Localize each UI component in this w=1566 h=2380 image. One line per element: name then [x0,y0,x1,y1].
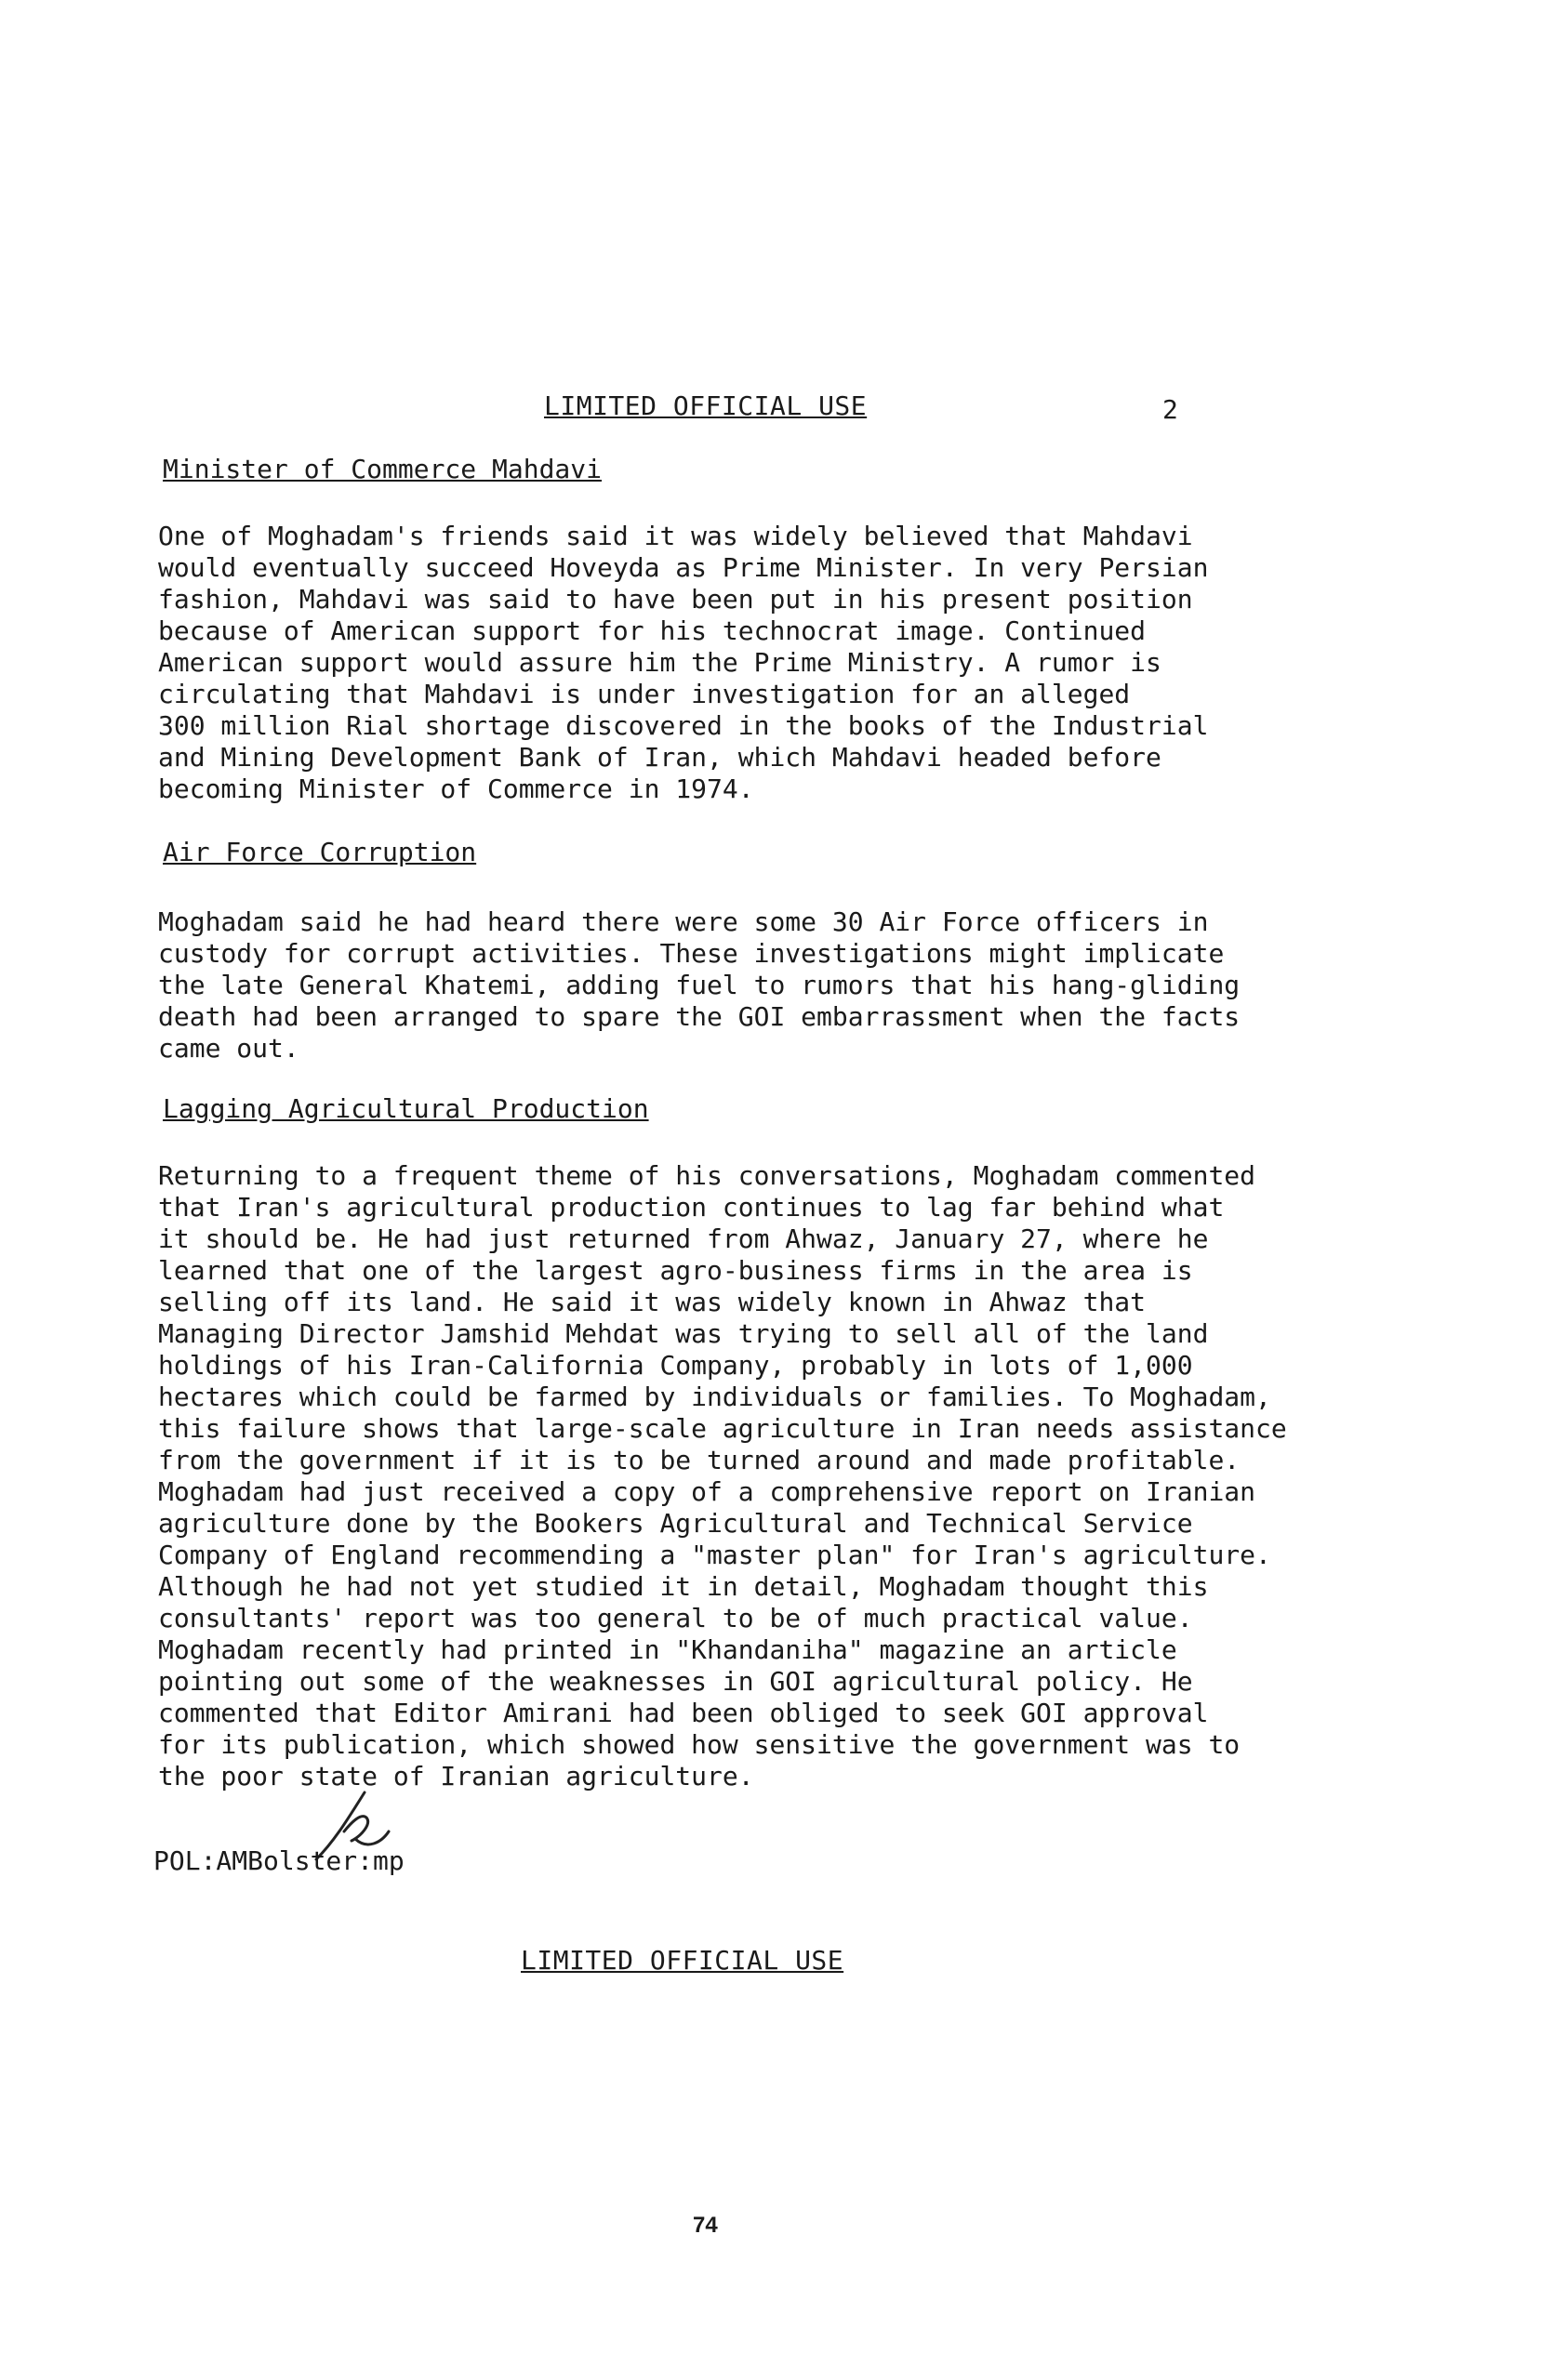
classification-footer: LIMITED OFFICIAL USE [521,1945,844,1976]
section-heading-agriculture: Lagging Agricultural Production [163,1093,649,1124]
paragraph-agriculture: Returning to a frequent theme of his conversations, Moghadam commented that Iran's agricultural production continues to lag far behind what it should be. He had just returned from Ahwaz, January 27, where he learned that one of the largest agro-business firms in the area is selling off its land. He said it was widely known in Ahwaz that Managing Director Jamshid Mehdat was trying to sell all of the land holdings of his Iran-California Company, probably in lots of 1,000 hectares which could be farmed by individuals or families. To Moghadam, this failure shows that large-scale agriculture in Iran needs assistance from the government if it is to be turned around and made profitable. Moghadam had just received a copy of a comprehensive report on Iranian agriculture done by the Bookers Agricultural and Technical Service Company of England recommending a "master plan" for Iran's agriculture. Although he had not yet studied it in detail, Moghadam thought this consultants' report was too general to be of much practical value. Moghadam recently had printed in "Khandaniha" magazine an article pointing out some of the weaknesses in GOI agricultural policy. He commented that Editor Amirani had been obliged to seek GOI approval for its publication, which showed how sensitive the government was to the poor state of Iranian agriculture. [158,1160,1287,1792]
section-heading-mahdavi: Minister of Commerce Mahdavi [163,454,603,484]
classification-header: LIMITED OFFICIAL USE [544,390,868,421]
page-number: 2 [1162,394,1178,425]
paragraph-air-force: Moghadam said he had heard there were some 30 Air Force officers in custody for corrupt activities. These investigations might implicate the late General Khatemi, adding fuel to rumors that his hang-gliding death had been arranged to spare the GOI embarrassment when the facts came out. [158,906,1241,1064]
folio-number: 74 [693,2213,718,2238]
paragraph-mahdavi: One of Moghadam's friends said it was widely believed that Mahdavi would eventually succeed Hoveyda as Prime Minister. In very Persian fashion, Mahdavi was said to have been put in his present position because of American support for his technocrat image. Continued American support would assure him the Prime Ministry. A rumor is circulating that Mahdavi is under investigation for an alleged 300 million Rial shortage discovered in the books of the Industrial and Mining Development Bank of Iran, which Mahdavi headed before becoming Minister of Commerce in 1974. [158,521,1209,804]
section-heading-air-force: Air Force Corruption [163,837,477,867]
drafter-line: POL:AMBolster:mp [153,1845,405,1876]
